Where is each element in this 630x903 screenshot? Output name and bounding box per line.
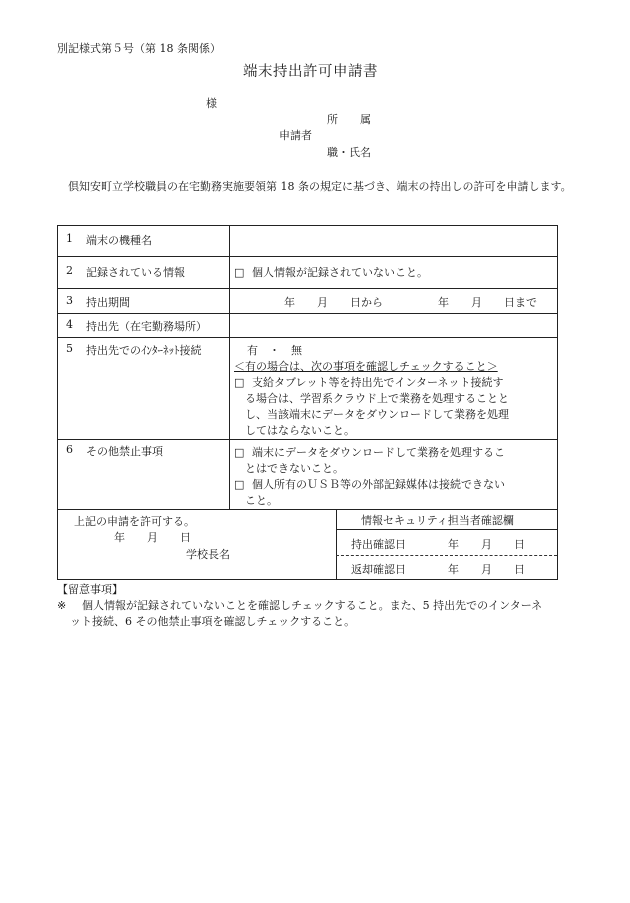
applicant-label: 申請者: [279, 129, 312, 142]
checkbox-icon[interactable]: □: [234, 446, 245, 459]
security-header: 情報セキュリティ担当者確認欄: [361, 514, 514, 527]
row-number: 2: [66, 264, 73, 277]
conditional-note: ＜有の場合は、次の事項を確認しチェックすること＞: [234, 360, 498, 373]
column-divider: [336, 509, 337, 579]
principal-name-label: 学校長名: [186, 548, 230, 561]
row-label: 記録されている情報: [86, 266, 185, 279]
return-confirm-label: 返却確認日: [351, 563, 406, 576]
row-divider: [58, 313, 557, 314]
internet-rule-line: る場合は、学習系クラウド上で業務を処理することと: [245, 392, 509, 405]
row-label: その他禁止事項: [86, 445, 163, 458]
row-number: 1: [66, 232, 73, 245]
internet-rule-line: 支給タブレット等を持出先でインターネット接続す: [252, 376, 504, 389]
return-confirm-date: 年 月 日: [448, 563, 525, 576]
permit-date: 年 月 日: [114, 531, 191, 544]
approval-table: [57, 509, 558, 580]
notes-line: ット接続、6 その他禁止事項を確認しチェックすること。: [70, 615, 356, 628]
notes-line: 個人情報が記録されていないことを確認しチェックすること。また、5 持出先でのインターネ: [82, 599, 543, 612]
permit-text: 上記の申請を許可する。: [74, 515, 195, 528]
notes-heading: 【留意事項】: [57, 583, 123, 596]
checkbox-icon[interactable]: □: [234, 266, 245, 279]
checkbox-icon[interactable]: □: [234, 376, 245, 389]
form-number: 別記様式第５号（第 18 条関係）: [57, 42, 221, 55]
row-label: 持出先（在宅勤務場所）: [86, 320, 207, 333]
row-number: 5: [66, 342, 73, 355]
document-title: 端末持出許可申請書: [243, 64, 378, 80]
internet-rule-line: し、当該端末にデータをダウンロードして業務を処理: [245, 408, 509, 421]
prohibition-line: 端末にデータをダウンロードして業務を処理するこ: [252, 446, 505, 459]
row-divider: [336, 529, 557, 530]
row-divider: [58, 256, 557, 257]
checkbox-icon[interactable]: □: [234, 478, 245, 491]
row-number: 6: [66, 443, 73, 456]
affiliation-label: 所 属: [327, 113, 371, 126]
application-table: [57, 225, 558, 510]
row-label: 持出先でのｲﾝﾀｰﾈｯﾄ接続: [86, 344, 202, 357]
yes-no-choice[interactable]: 有 ・ 無: [247, 344, 302, 357]
row-number: 4: [66, 318, 73, 331]
row-divider: [58, 439, 557, 440]
row-label: 持出期間: [86, 296, 130, 309]
name-title-label: 職・氏名: [327, 146, 371, 159]
notes-mark: ※: [57, 599, 67, 612]
checkout-confirm-label: 持出確認日: [351, 538, 406, 551]
addressee-suffix: 様: [206, 97, 217, 110]
row-number: 3: [66, 294, 73, 307]
prohibition-line: こと。: [245, 494, 278, 507]
prohibition-line: とはできないこと。: [245, 462, 344, 475]
row-divider: [58, 337, 557, 338]
internet-rule-line: してはならないこと。: [245, 424, 355, 437]
prohibition-line: 個人所有のＵＳＢ等の外部記録媒体は接続できない: [252, 478, 505, 491]
period-dates: 年 月 日から 年 月 日まで: [284, 296, 537, 309]
checkout-confirm-date: 年 月 日: [448, 538, 525, 551]
intro-paragraph: 倶知安町立学校職員の在宅勤務実施要領第 18 条の規定に基づき、端末の持出しの許可を申請します。: [68, 180, 572, 193]
column-divider: [229, 226, 230, 509]
dashed-divider: [336, 555, 557, 556]
record-info-text: 個人情報が記録されていないこと。: [252, 266, 428, 279]
row-label: 端末の機種名: [86, 234, 152, 247]
row-divider: [58, 288, 557, 289]
